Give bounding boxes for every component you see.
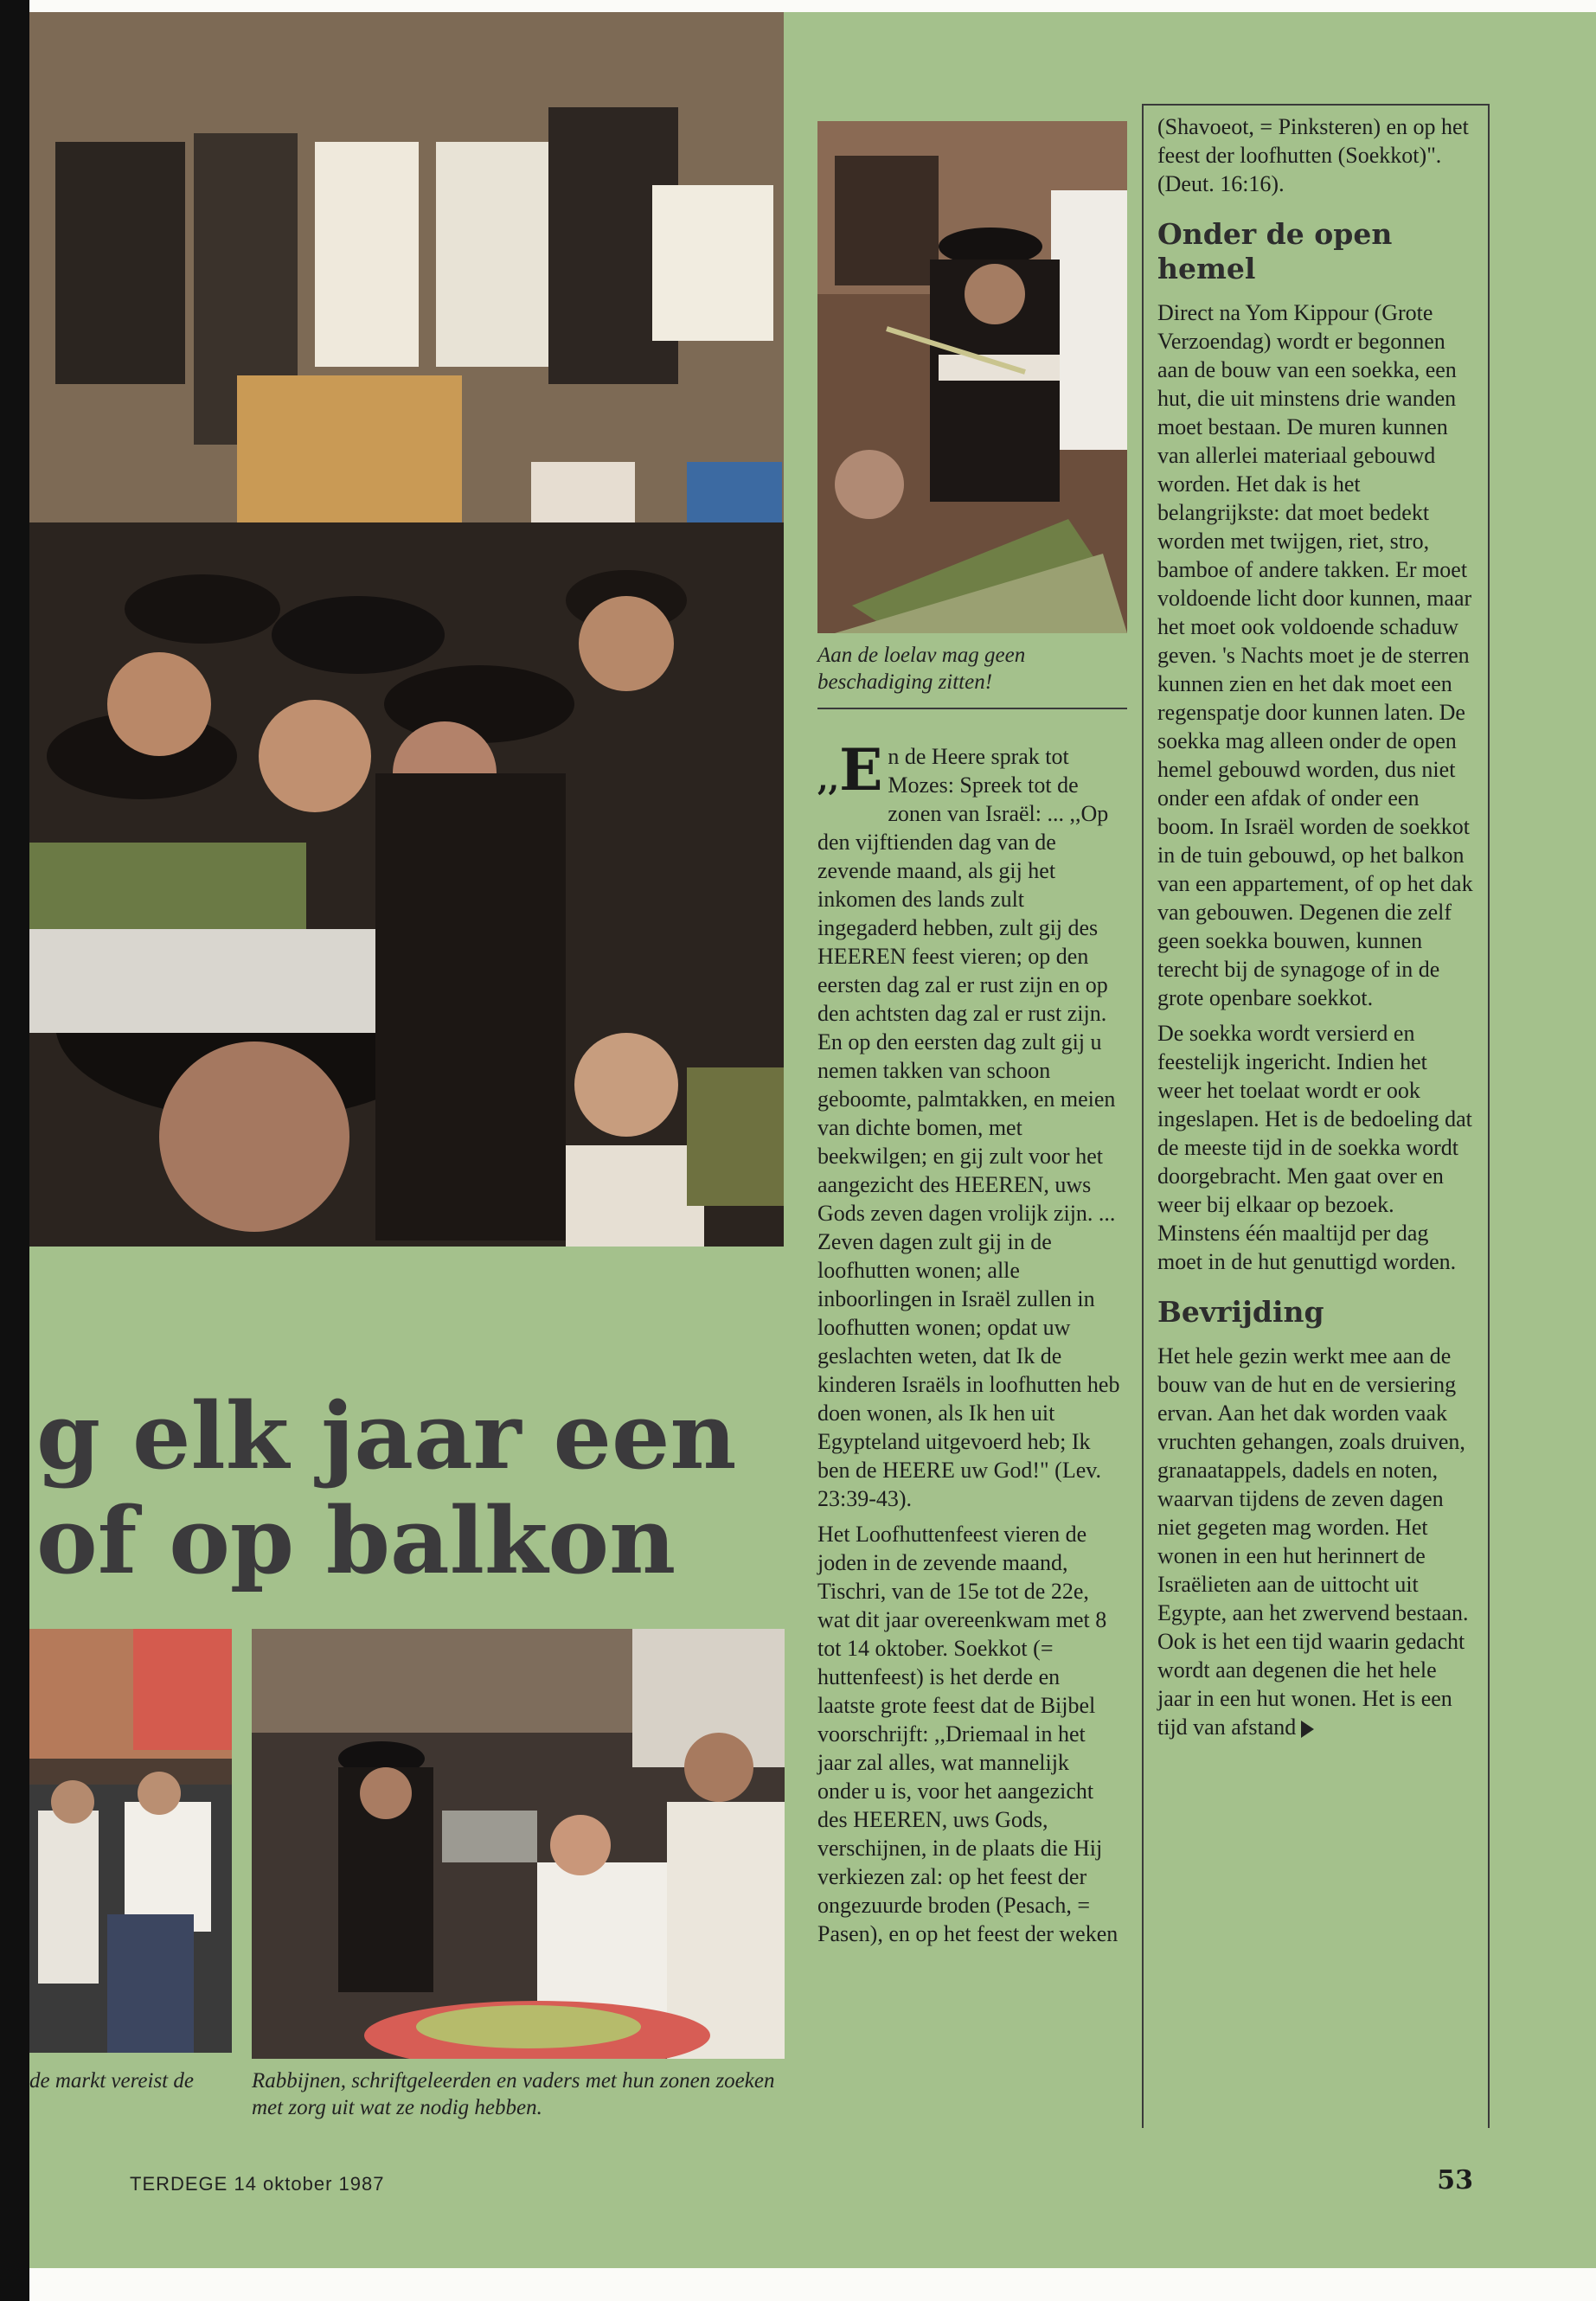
lulav-inspection-photo-image [817,121,1127,633]
article-column-middle [817,736,1120,1948]
page-number: 53 [1437,2165,1473,2195]
headline-line-1: g elk jaar een [36,1381,737,1490]
top-divider [1142,104,1488,106]
column-divider-right [1488,104,1490,2128]
article-paragraph: ,,E n de Heere sprak tot Mozes: Spreek tot de zonen van Israël: ... ,,Op den vijftienden dag van de zevende maand, als gij het inkomen des lands zult ingegaderd hebben, zult gij des HEEREN feest vieren; op den eersten dag zal er rust zijn en op den achtsten dag zal er rust zijn. En op den eersten dag zult gij u nemen takken van schoon geboomte, palmtakken, en meien van dichte bomen, met beekwilgen; en gij zult voor het aangezicht des HEEREN, uws Gods zeven dagen vrolijk zijn. ... Zeven dagen zult gij in de loofhutten wonen; alle inboorlingen in Israël zullen in loofhutten wonen; opdat uw geslachten weten, dat Ik de kinderen Israëls in loofhutten heb doen wonen, als Ik hen uit Egypteland uitgevoerd heb; Ik ben de HEERE uw God!" (Lev. 23:39-43). [817,736,1120,1511]
section-heading: Onder de open hemel [1157,217,1393,285]
headline-line-2: of op balkon [36,1486,676,1594]
bottom-right-photo [252,1629,785,2059]
article-column-right [1157,112,1473,1741]
caption-divider [817,708,1127,709]
article-paragraph: Het Loofhuttenfeest vieren de joden in de zevende maand, Tischri, van de 15e tot de 22e, wat dit jaar overeenkwam met 8 tot 14 oktober. Soekkot (= huttenfeest) is het derde en laatste grote feest dat de Bijbel voorschrijft: ,,Driemaal in het jaar zal alles, wat mannelijk onder u is, voor het aangezicht des HEEREN, uws Gods, verschijnen, in de plaats die Hij verkiezen zal: op het feest der ongezuurde broden (Pesach, = Pasen), en op het feest der weken [817,1522,1118,1946]
market-photo-small-image [29,1629,232,2053]
top-right-photo [817,121,1127,633]
bottom-left-photo [29,1629,232,2053]
article-paragraph: (Shavoeot, = Pinksteren) en op het feest der loofhutten (Soekkot)". (Deut. 16:16). [1157,114,1469,196]
article-paragraph: De soekka wordt versierd en feestelijk ingericht. Indien het weer het toelaat wordt er ook ingeslapen. Het is de bedoeling dat de meeste tijd in de soekka wordt doorgebracht. Men gaat over en weer bij elkaar op bezoek. Minstens één maaltijd per dag moet in de hut genuttigd worden. [1157,1021,1472,1274]
caption-bottom-right: Rabbijnen, schriftgeleerden en vaders met hun zonen zoeken met zorg uit wat ze nodig hebben. [252,2069,775,2119]
continue-arrow-icon [1301,1721,1314,1738]
market-crowd-photo-image [29,12,784,1247]
main-photo [29,12,784,1247]
article-paragraph: Direct na Yom Kippour (Grote Verzoendag) wordt er begonnen aan de bouw van een soekka, een hut, die uit minstens drie wanden moet bestaan. De muren kunnen van allerlei materiaal gebouwd worden. Het dak is het belangrijkste: dat moet bedekt worden met twijgen, riet, stro, bamboe of andere takken. Er moet voldoende licht door kunnen, maar het moet ook voldoende schaduw geven. 's Nachts moet je de sterren kunnen zien en het dak moet een regenspatje door kunnen laten. De soekka mag alleen onder de open hemel gebouwd worden, dus niet onder een afdak of onder een boom. In Israël worden de soekkot in de tuin gebouwd, op het balkon van een appartement, of op het dak van gebouwen. Degenen die zelf geen soekka bouwen, kunnen terecht bij de synagoge of in de grote openbare soekkot. [1157,300,1473,1010]
section-heading: Bevrijding [1157,1295,1324,1329]
drop-cap: ,,E [817,736,883,804]
caption-bottom-left: de markt vereist de [29,2069,194,2093]
column-divider-left [1142,104,1144,2128]
caption-top-right: Aan de loelav mag geen beschadiging zitten! [817,644,1026,694]
scan-edge [0,0,29,2301]
article-paragraph: Het hele gezin werkt mee aan de bouw van de hut en de versiering ervan. Aan het dak worden vaak vruchten gehangen, zoals druiven, granaatappels, dadels en noten, waarvan tijdens de zeven dagen niet gegeten mag worden. Het wonen in een hut herinnert de Israëlieten aan de uittocht uit Egypte, aan het zwervend bestaan. Ook is het een tijd waarin gedacht wordt aan degenen die het hele jaar in een hut wonen. Het is een tijd van afstand [1157,1343,1469,1740]
rabbis-market-photo-image [252,1629,785,2059]
publication-footer: TERDEGE 14 oktober 1987 [130,2173,385,2195]
